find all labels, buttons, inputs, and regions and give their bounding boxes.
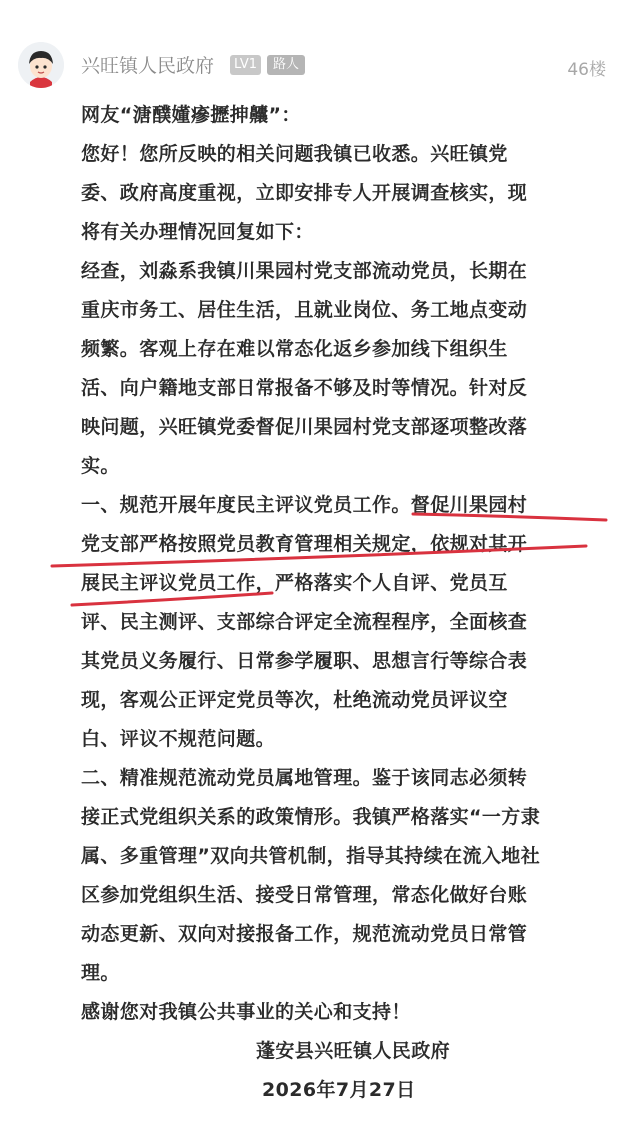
reply-line: 动态更新、双向对接报备工作，规范流动党员日常管 (81, 923, 528, 945)
reply-line: 委、政府高度重视，立即安排专人开展调查核实，现 (81, 182, 528, 204)
reply-line: 其党员义务履行、日常参学履职、思想言行等综合表 (81, 650, 528, 672)
reply-line: 映问题，兴旺镇党委督促川果园村党支部逐项整改落 (81, 416, 528, 438)
post-header (0, 0, 630, 100)
reply-line: 理。 (81, 962, 120, 984)
reply-line: 区参加党组织生活、接受日常管理，常态化做好台账 (81, 884, 528, 906)
reply-line: 经查，刘淼系我镇川果园村党支部流动党员，长期在 (81, 260, 528, 282)
signature: 蓬安县兴旺镇人民政府 (256, 1040, 451, 1062)
cartoon-avatar-icon (18, 42, 64, 88)
reply-line: 您好！您所反映的相关问题我镇已收悉。兴旺镇党 (81, 143, 508, 165)
reply-line: 二、精准规范流动党员属地管理。鉴于该同志必须转 (81, 767, 528, 789)
reply-line: 活、向户籍地支部日常报备不够及时等情况。针对反 (81, 377, 528, 399)
reply-line: 重庆市务工、居住生活，且就业岗位、务工地点变动 (81, 299, 528, 321)
reply-line: 频繁。客观上存在难以常态化返乡参加线下组织生 (81, 338, 508, 360)
level-badge: LV1 (230, 55, 261, 75)
reply-line: 实。 (81, 455, 120, 477)
reply-line: 属、多重管理”双向共管机制，指导其持续在流入地社 (81, 845, 541, 867)
reply-line: 党支部严格按照党员教育管理相关规定，依规对其开 (81, 533, 528, 555)
reply-line: 评、民主测评、支部综合评定全流程程序，全面核查 (81, 611, 528, 633)
reply-line: 白、评议不规范问题。 (81, 728, 276, 750)
reply-line: 网友“溏醭嬞瘮攊抻齉”： (81, 104, 301, 126)
reply-line: 感谢您对我镇公共事业的关心和支持！ (81, 1001, 411, 1023)
reply-line: 一、规范开展年度民主评议党员工作。督促川果园村 (81, 494, 528, 516)
role-badge: 路人 (267, 55, 305, 75)
reply-line: 接正式党组织关系的政策情形。我镇严格落实“一方隶 (81, 806, 541, 828)
floor-number: 46楼 (567, 60, 606, 80)
reply-line: 将有关办理情况回复如下： (81, 221, 314, 243)
reply-line: 现，客观公正评定党员等次，杜绝流动党员评议空 (81, 689, 508, 711)
reply-date: 2026年7月27日 (262, 1079, 416, 1101)
avatar[interactable] (18, 42, 64, 88)
reply-line: 展民主评议党员工作，严格落实个人自评、党员互 (81, 572, 508, 594)
author-name[interactable]: 兴旺镇人民政府 (81, 55, 215, 77)
